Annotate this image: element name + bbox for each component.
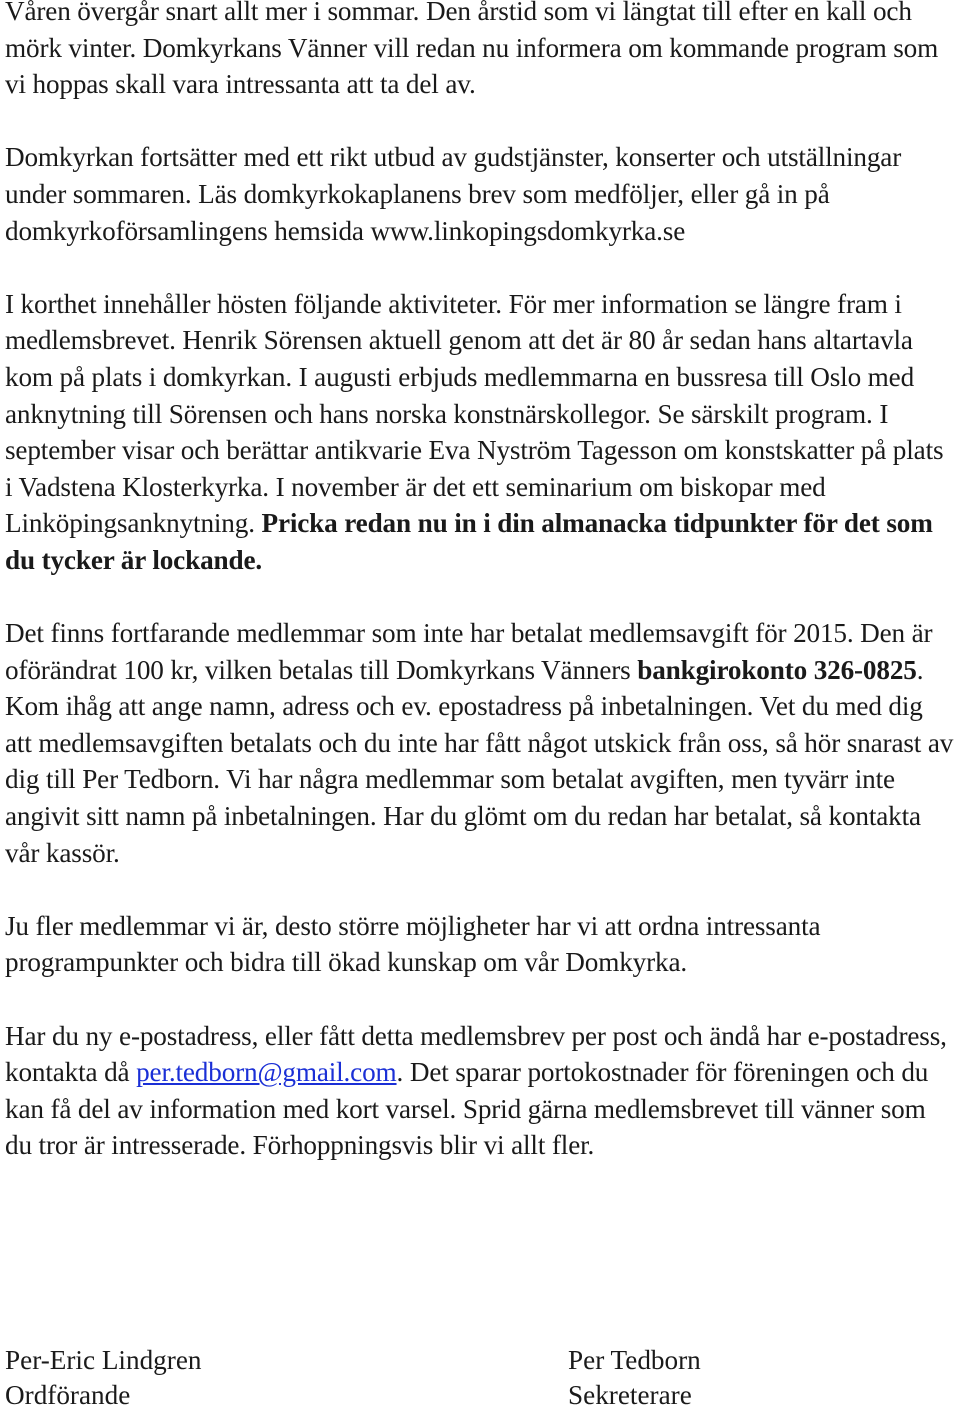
paragraph-autumn-emphasis: Pricka redan nu in i din almanacka tidpunkter för det som du tycker är lockande.: [5, 508, 933, 575]
membership-text-before: Det finns fortfarande medlemmar som inte har betalat medlemsavgift för 2015. Den är oförändrat 100 kr, vilken betalas till Domkyrkans Vänners: [5, 618, 933, 685]
paragraph-autumn-text: I korthet innehåller hösten följande aktiviteter. För mer information se längre fram i medlemsbrevet. Henrik Sörensen aktuell genom att det är 80 år sedan hans altartavla kom på plats i domkyrkan. I augusti erbjuds medlemmarna en bussresa till Oslo med anknytning till Sörensen och hans norska konstnärskollegor. Se särskilt program. I september visar och berättar antikvarie Eva Nyström Tagesson om konstskatter på plats i Vadstena Klosterkyrka. I november är det ett seminarium om biskopar med Linköpingsanknytning.: [5, 288, 944, 539]
signature-chair-title: Ordförande: [5, 1380, 131, 1410]
paragraph-membership-fee: [5, 615, 955, 871]
signature-secretary-name: Per Tedborn: [568, 1345, 701, 1375]
signature-secretary-title: Sekreterare: [568, 1380, 692, 1410]
letter-body: [5, 0, 955, 1201]
paragraph-more-members: Ju fler medlemmar vi är, desto större möjligheter har vi att ordna intressanta programpunkter och bidra till ökad kunskap om vår Domkyrka.: [5, 910, 821, 978]
email-text-before: Har du ny e-postadress, eller fått detta medlemsbrev per post och ändå har e-postadress, kontakta då: [5, 1020, 947, 1088]
signature-chair-name: Per-Eric Lindgren: [5, 1345, 202, 1375]
signature-chair: [5, 1343, 202, 1413]
email-link[interactable]: per.tedborn@gmail.com: [136, 1057, 397, 1088]
paragraph-autumn-activities: [5, 286, 955, 579]
paragraph-summer: Domkyrkan fortsätter med ett rikt utbud av gudstjänster, konserter och utställningar under sommaren. Läs domkyrkokaplanens brev som medföljer, eller gå in på domkyrkoförsamlingens hemsida www.linkopingsdomkyrka.se: [5, 142, 902, 246]
paragraph-email-contact: [5, 1018, 955, 1164]
bankgiro-account: bankgirokonto 326-0825: [637, 654, 917, 685]
paragraph-intro: Våren övergår snart allt mer i sommar. Den årstid som vi längtat till efter en kall och mörk vinter. Domkyrkans Vänner vill redan nu informera om kommande program som vi hoppas skall vara intressanta att ta del av.: [5, 0, 939, 100]
email-text-after: . Det sparar portokostnader för föreningen och du kan få del av information med kort varsel. Sprid gärna medlemsbrevet till vänner som du tror är intresserade. Förhoppningsvis blir vi allt fler.: [5, 1057, 929, 1161]
membership-text-after: . Kom ihåg att ange namn, adress och ev. epostadress på inbetalningen. Vet du med dig att medlemsavgiften betalats och du inte har fått något utskick från oss, så hör snarast av dig till Per Tedborn. Vi har några medlemmar som betalat avgiften, men tyvärr inte angivit sitt namn på inbetalningen. Har du glömt om du redan har betalat, så kontakta vår kassör.: [5, 654, 954, 868]
signature-secretary: [568, 1343, 701, 1413]
